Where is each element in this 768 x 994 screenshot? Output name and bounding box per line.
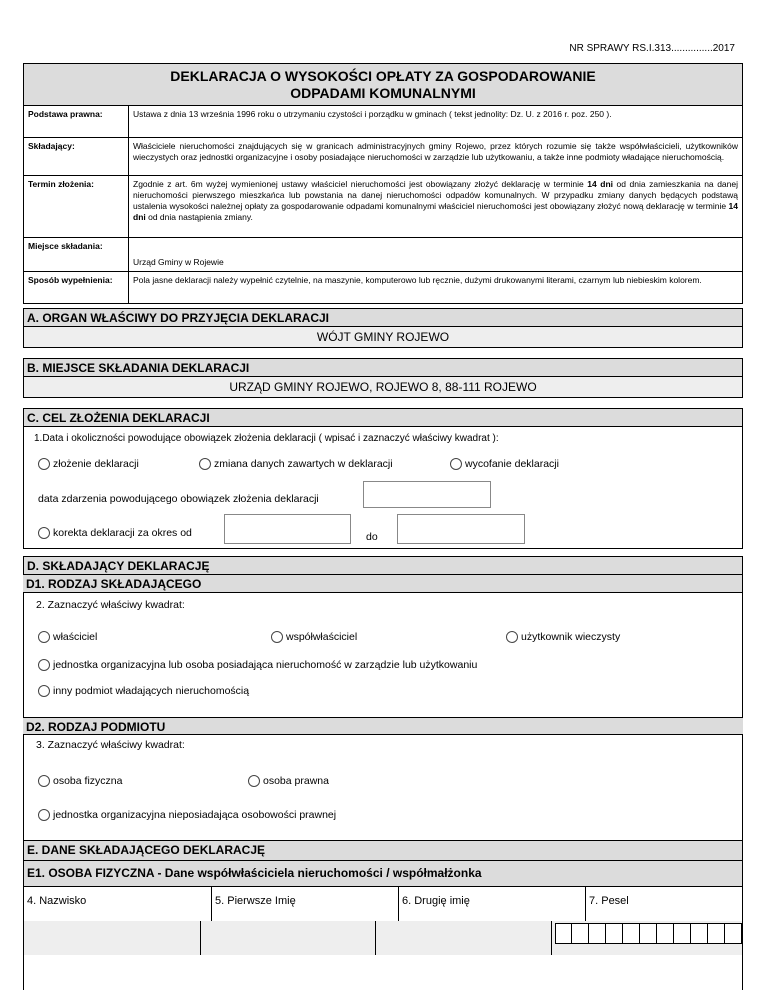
section-d2-title: D2. RODZAJ PODMIOTU — [23, 717, 743, 735]
info-row — [24, 138, 743, 176]
section-a-title: A. ORGAN WŁAŚCIWY DO PRZYJĘCIA DEKLARACJI — [24, 309, 742, 327]
section-b-value: URZĄD GMINY ROJEWO, ROJEWO 8, 88-111 ROJEWO — [24, 377, 742, 397]
section-e-title: E. DANE SKŁADAJĄCEGO DEKLARACJĘ — [24, 841, 742, 861]
d2-instruction: 3. Zaznaczyć właściwy kwadrat: — [36, 739, 185, 751]
option-organizational-unit[interactable]: jednostka organizacyjna lub osoba posiadająca nieruchomość w zarządzie lub użytkowaniu — [38, 659, 477, 671]
form-title-line2: ODPADAMI KOMUNALNYMI — [290, 85, 476, 101]
info-row — [24, 176, 743, 238]
pesel-digit-box[interactable] — [589, 923, 606, 944]
info-label: Sposób wypełnienia: — [24, 272, 129, 304]
option-correction[interactable]: korekta deklaracji za okres od — [38, 527, 192, 539]
pesel-digit-box[interactable] — [691, 923, 708, 944]
option-perpetual-user[interactable]: użytkownik wieczysty — [506, 631, 620, 643]
info-label: Termin złożenia: — [24, 176, 129, 238]
section-d — [23, 556, 743, 842]
radio-icon[interactable] — [38, 659, 50, 671]
radio-icon[interactable] — [199, 458, 211, 470]
radio-icon[interactable] — [248, 775, 260, 787]
radio-icon[interactable] — [38, 631, 50, 643]
option-natural-person[interactable]: osoba fizyczna — [38, 775, 122, 787]
declaration-form — [23, 63, 743, 304]
info-label: Podstawa prawna: — [24, 106, 129, 138]
section-e — [23, 840, 743, 990]
info-label: Składający: — [24, 138, 129, 176]
radio-icon[interactable] — [38, 458, 50, 470]
pesel-boxes[interactable] — [555, 923, 742, 944]
pesel-digit-box[interactable] — [674, 923, 691, 944]
info-table — [23, 105, 743, 304]
e1-labels-row — [24, 887, 742, 921]
radio-icon[interactable] — [38, 527, 50, 539]
option-owner[interactable]: właściciel — [38, 631, 97, 643]
option-withdraw-declaration[interactable]: wycofanie deklaracji — [450, 458, 559, 470]
first-name-label: 5. Pierwsze Imię — [212, 887, 399, 921]
pesel-digit-box[interactable] — [708, 923, 725, 944]
form-title-line1: DEKLARACJA O WYSOKOŚCI OPŁATY ZA GOSPODAROWANIE — [170, 68, 596, 84]
option-change-data[interactable]: zmiana danych zawartych w deklaracji — [199, 458, 393, 470]
correction-to-label: do — [366, 531, 378, 543]
info-row — [24, 238, 743, 272]
correction-from-input[interactable] — [224, 514, 351, 544]
section-d1-title: D1. RODZAJ SKŁADAJĄCEGO — [23, 575, 742, 593]
event-date-input[interactable] — [363, 481, 491, 508]
radio-icon[interactable] — [38, 809, 50, 821]
radio-icon[interactable] — [38, 685, 50, 697]
info-text: Urząd Gminy w Rojewie — [129, 238, 743, 272]
section-c-instruction: 1.Data i okoliczności powodujące obowiązek złożenia deklaracji ( wpisać i zaznaczyć właściwy kwadrat ): — [34, 433, 499, 444]
section-b-title: B. MIEJSCE SKŁADANIA DEKLARACJI — [24, 359, 742, 377]
radio-icon[interactable] — [38, 775, 50, 787]
option-legal-person[interactable]: osoba prawna — [248, 775, 329, 787]
pesel-digit-box[interactable] — [725, 923, 742, 944]
pesel-digit-box[interactable] — [657, 923, 674, 944]
event-date-label: data zdarzenia powodującego obowiązek złożenia deklaracji — [38, 493, 319, 505]
info-text: Właściciele nieruchomości znajdujących się w granicach administracyjnych gminy Rojewo, przez których rozumie się także współwłaścicieli, użytkowników wieczystych oraz jednostki organizacyjne i osoby posiadające nieruchomości w zarządzie lub użytkowaniu, a także inne podmioty władające nieruchomością. — [129, 138, 743, 176]
option-submit-declaration[interactable]: złożenie deklaracji — [38, 458, 139, 470]
section-d-title: D. SKŁADAJĄCY DEKLARACJĘ — [24, 557, 742, 575]
radio-icon[interactable] — [271, 631, 283, 643]
section-c — [23, 408, 743, 549]
info-label: Miejsce składania: — [24, 238, 129, 272]
case-number: NR SPRAWY RS.I.313...............2017 — [569, 43, 735, 54]
radio-icon[interactable] — [450, 458, 462, 470]
option-other-entity[interactable]: inny podmiot władających nieruchomością — [38, 685, 249, 697]
info-text: Pola jasne deklaracji należy wypełnić czytelnie, na maszynie, komputerowo lub ręcznie, dużymi drukowanymi literami, czarnym lub niebieskim kolorem. — [129, 272, 743, 304]
section-a-value: WÓJT GMINY ROJEWO — [24, 327, 742, 347]
section-b — [23, 358, 743, 398]
pesel-label: 7. Pesel — [589, 895, 629, 907]
radio-icon[interactable] — [506, 631, 518, 643]
second-name-input[interactable] — [376, 921, 552, 955]
info-row — [24, 106, 743, 138]
pesel-digit-box[interactable] — [606, 923, 623, 944]
info-text: Ustawa z dnia 13 września 1996 roku o utrzymaniu czystości i porządku w gminach ( tekst jednolity: Dz. U. z 2016 r. poz. 250 ). — [129, 106, 743, 138]
info-row — [24, 272, 743, 304]
option-unincorporated-unit[interactable]: jednostka organizacyjna nieposiadająca osobowości prawnej — [38, 809, 336, 821]
pesel-digit-box[interactable] — [623, 923, 640, 944]
option-co-owner[interactable]: współwłaściciel — [271, 631, 357, 643]
section-e1-title: E1. OSOBA FIZYCZNA - Dane współwłaściciela nieruchomości / współmałżonka — [24, 861, 742, 887]
pesel-digit-box[interactable] — [555, 923, 572, 944]
section-a — [23, 308, 743, 348]
section-c-title: C. CEL ZŁOŻENIA DEKLARACJI — [24, 409, 742, 427]
info-text: Zgodnie z art. 6m wyżej wymienionej ustawy właściciel nieruchomości jest obowiązany złożyć deklarację w terminie 14 dni od dnia zamieszkania na danej nieruchomości pierwszego mieszkańca lub powstania na danej nieruchomości odpadów komunalnych. W przypadku zmiany danych będących podstawą ustalenia wysokości należnej opłaty za gospodarowanie odpadami komunalnymi właściciel nieruchomości jest obowiązany złożyć nową deklarację w terminie 14 dni od dnia nastąpienia zmiany. — [129, 176, 743, 238]
form-title — [23, 63, 743, 105]
e1-inputs-row — [24, 921, 742, 955]
surname-label: 4. Nazwisko — [24, 887, 212, 921]
pesel-digit-box[interactable] — [640, 923, 657, 944]
pesel-input[interactable] — [552, 921, 742, 955]
second-name-label: 6. Drugię imię — [399, 887, 586, 921]
d1-instruction: 2. Zaznaczyć właściwy kwadrat: — [36, 599, 185, 611]
surname-input[interactable] — [24, 921, 201, 955]
correction-to-input[interactable] — [397, 514, 525, 544]
first-name-input[interactable] — [201, 921, 377, 955]
pesel-digit-box[interactable] — [572, 923, 589, 944]
